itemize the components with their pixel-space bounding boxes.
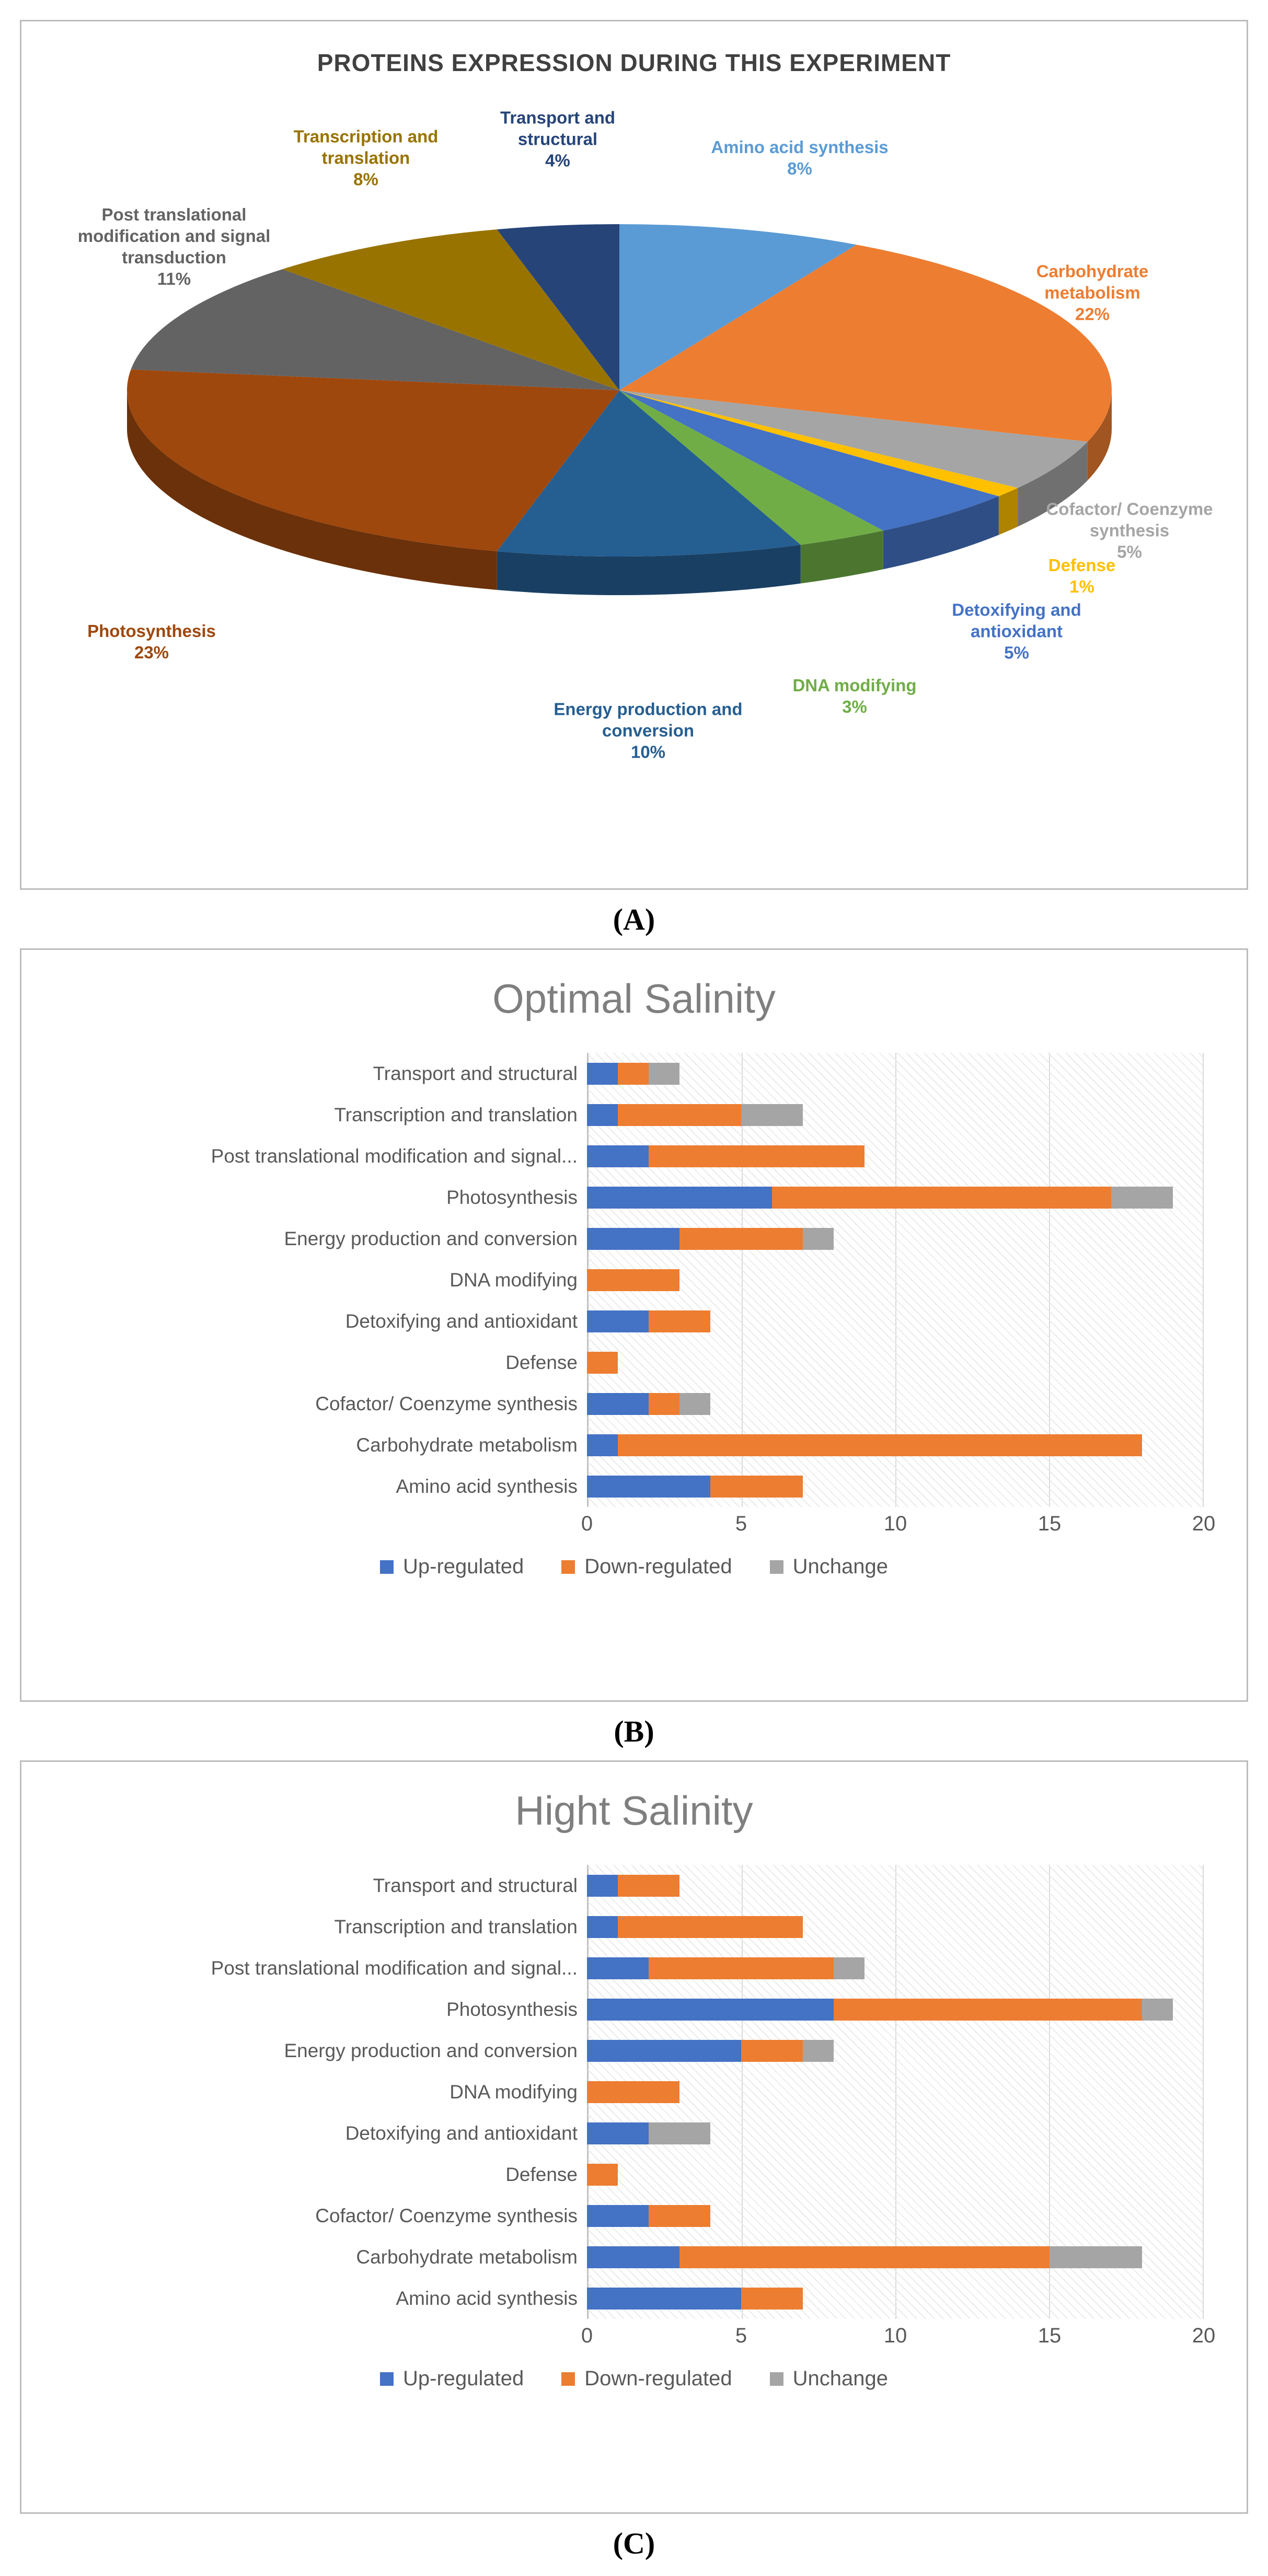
bar-track [587, 1218, 1204, 1259]
bar-segment-down-regulated [741, 2288, 803, 2310]
legend-label: Down-regulated [584, 1555, 732, 1578]
legend-label: Unchange [792, 2367, 888, 2390]
pie-slice-label-pct: 8% [787, 159, 812, 178]
pie-slice-label-pct: 1% [1069, 577, 1094, 596]
bar-row [21, 1383, 1247, 1424]
pie-slice-label-pct: 5% [1117, 542, 1142, 562]
bar-stack [587, 1875, 1204, 1897]
bar-stack [587, 2081, 1204, 2103]
legend-swatch-icon [770, 1560, 783, 1574]
bar-segment-unchange [649, 1063, 679, 1085]
bar-row [21, 1342, 1247, 1383]
bar-segment-down-regulated [649, 1310, 710, 1332]
bar-category-label: Transcription and translation [334, 1104, 578, 1125]
bar-segment-down-regulated [618, 1063, 649, 1085]
bar-segment-down-regulated [618, 1875, 679, 1897]
bar-stack [587, 2246, 1204, 2268]
bar-segment-up-regulated [587, 1957, 649, 1979]
x-axis [581, 2319, 1216, 2353]
bar-segment-down-regulated [741, 2040, 803, 2062]
legend-swatch-icon [561, 2372, 575, 2386]
bar-segment-down-regulated [710, 1476, 803, 1498]
bar-track [587, 2030, 1204, 2071]
pie-slice-label-text: Cofactor/ Coenzyme synthesis [1046, 499, 1213, 540]
bar-stack [587, 1310, 1204, 1332]
bar-row [21, 1218, 1247, 1259]
legend-swatch-icon [380, 1560, 394, 1574]
bar-segment-unchange [803, 2040, 834, 2062]
bar-track [587, 1259, 1204, 1301]
x-axis-tick-label: 20 [1192, 1512, 1216, 1535]
bar-rows [21, 1053, 1247, 1507]
pie-slice-label-pct: 22% [1075, 304, 1110, 324]
bar-segment-up-regulated [587, 1187, 772, 1209]
bar-stack [587, 1476, 1204, 1498]
pie-slice-label [1025, 499, 1234, 563]
bar-row [21, 1989, 1247, 2030]
bar-stack [587, 2288, 1204, 2310]
x-axis-tick-label: 15 [1038, 2324, 1062, 2347]
legend-label: Up-regulated [402, 1555, 524, 1578]
pie-slice-label-pct: 23% [134, 643, 169, 662]
bar-row [21, 2113, 1247, 2154]
bar-track [587, 2278, 1204, 2319]
optimal-salinity-chart [21, 1053, 1247, 1507]
bar-segment-unchange [803, 1228, 834, 1250]
bar-segment-up-regulated [587, 1434, 618, 1456]
bar-stack [587, 2040, 1204, 2062]
bar-row [21, 1906, 1247, 1947]
panel-b [20, 948, 1248, 1702]
bar-row [21, 1259, 1247, 1301]
bar-segment-up-regulated [587, 1310, 649, 1332]
bar-row [21, 2030, 1247, 2071]
bar-segment-unchange [741, 1104, 803, 1126]
legend-label: Down-regulated [584, 2367, 732, 2390]
bar-stack [587, 1916, 1204, 1938]
bar-track [587, 1865, 1204, 1906]
bar-category-label: Carbohydrate metabolism [356, 1434, 578, 1456]
panel-a-label: (A) [613, 902, 655, 936]
x-axis-tick-label: 0 [581, 2324, 593, 2347]
bar-row [21, 1053, 1247, 1094]
bar-track [587, 1424, 1204, 1466]
bar-category-label: Post translational modification and signal... [211, 1957, 578, 1979]
bar-category-label: Energy production and conversion [284, 2039, 578, 2061]
bar-segment-up-regulated [587, 2040, 741, 2062]
legend-item [380, 2367, 524, 2391]
bar-segment-up-regulated [587, 1228, 679, 1250]
bar-segment-down-regulated [649, 2205, 710, 2227]
hight-salinity-chart [21, 1865, 1247, 2319]
pie-slice-label [474, 108, 641, 172]
bar-stack [587, 2164, 1204, 2186]
bar-stack [587, 1145, 1204, 1167]
bar-category-label: Defense [505, 1351, 578, 1373]
bar-row [21, 2154, 1247, 2195]
bar-stack [587, 1434, 1204, 1456]
bar-category-label: Energy production and conversion [284, 1227, 578, 1249]
bar-row [21, 2278, 1247, 2319]
legend-item [770, 2367, 888, 2391]
bar-track [587, 1466, 1204, 1507]
bar-track [587, 1906, 1204, 1947]
pie-slice-label-pct: 5% [1004, 643, 1029, 663]
bar-row [21, 1094, 1247, 1135]
panel-c-label: (C) [613, 2526, 655, 2560]
bar-row [21, 1466, 1247, 1507]
bar-track [587, 2154, 1204, 2195]
pie-slice-label-text: Carbohydrate metabolism [1036, 261, 1149, 303]
pie-slice-label-text: Defense [1048, 555, 1116, 575]
bar-segment-down-regulated [618, 1916, 803, 1938]
bar-segment-unchange [679, 1393, 710, 1415]
panel-a [20, 20, 1248, 890]
legend [21, 1555, 1247, 1579]
pie-chart-title: PROTEINS EXPRESSION DURING THIS EXPERIMENT [317, 49, 951, 76]
bar-segment-unchange [1111, 1187, 1173, 1209]
bar-stack [587, 1957, 1204, 1979]
bar-category-label: Detoxifying and antioxidant [345, 1310, 578, 1332]
bar-row [21, 1865, 1247, 1906]
bar-stack [587, 1063, 1204, 1085]
pie-slice-label [998, 261, 1186, 326]
legend-label: Up-regulated [402, 2367, 524, 2390]
x-axis-tick-label: 10 [883, 2324, 907, 2347]
bar-segment-down-regulated [772, 1187, 1111, 1209]
bar-category-label: Cofactor/ Coenzyme synthesis [315, 2204, 578, 2226]
bar-category-label: Defense [505, 2163, 578, 2185]
bar-stack [587, 2122, 1204, 2144]
legend-item [770, 1555, 888, 1579]
bar-stack [587, 1352, 1204, 1374]
legend-swatch-icon [561, 1560, 575, 1574]
bar-segment-down-regulated [679, 2246, 1050, 2268]
pie-slice-label [923, 600, 1111, 664]
bar-segment-up-regulated [587, 1063, 618, 1085]
bar-category-label: Transport and structural [373, 1062, 578, 1084]
x-axis-tick-label: 20 [1192, 2324, 1216, 2347]
pie-slice-label-pct: 4% [545, 150, 570, 170]
bar-segment-down-regulated [587, 1269, 679, 1291]
bar-track [587, 1301, 1204, 1342]
bar-track [587, 1383, 1204, 1424]
bar-segment-down-regulated [587, 1352, 618, 1374]
hight-salinity-title: Hight Salinity [515, 1788, 753, 1834]
pie-slice-label [51, 204, 297, 290]
pie-slice-label [1019, 555, 1145, 598]
bar-category-label: DNA modifying [449, 1269, 578, 1291]
bar-segment-up-regulated [587, 1145, 649, 1167]
bar-segment-down-regulated [649, 1145, 864, 1167]
legend-swatch-icon [380, 2372, 394, 2386]
bar-category-label: DNA modifying [449, 2081, 578, 2103]
pie-slice-label-text: Transport and structural [500, 108, 616, 149]
pie-slice-label-text: Transcription and translation [293, 126, 439, 168]
pie-slice-label-pct: 8% [353, 169, 378, 189]
bar-category-label: Cofactor/ Coenzyme synthesis [315, 1393, 578, 1414]
x-axis [581, 1507, 1216, 1541]
bar-category-label: Amino acid synthesis [396, 2287, 578, 2309]
bar-segment-unchange [1050, 2246, 1142, 2268]
panel-c [20, 1760, 1248, 2514]
bar-category-label: Detoxifying and antioxidant [345, 2122, 578, 2144]
bar-segment-down-regulated [618, 1434, 1142, 1456]
bar-segment-down-regulated [587, 2081, 679, 2103]
bar-stack [587, 1228, 1204, 1250]
bar-segment-up-regulated [587, 1875, 618, 1897]
x-axis-tick-label: 15 [1038, 1512, 1062, 1535]
bar-rows [21, 1865, 1247, 2319]
bar-segment-up-regulated [587, 1393, 649, 1415]
legend-item [561, 2367, 732, 2391]
bar-segment-down-regulated [679, 1228, 803, 1250]
bar-segment-down-regulated [649, 1393, 679, 1415]
bar-segment-unchange [834, 1957, 864, 1979]
bar-stack [587, 1269, 1204, 1291]
bar-track [587, 1053, 1204, 1094]
pie-slice-label-text: Energy production and conversion [554, 699, 743, 740]
bar-stack [587, 1187, 1204, 1209]
bar-segment-up-regulated [587, 2122, 649, 2144]
bar-track [587, 2071, 1204, 2113]
pie-slice-label-text: Amino acid synthesis [711, 137, 889, 157]
legend-label: Unchange [792, 1555, 888, 1578]
bar-row [21, 2195, 1247, 2236]
bar-category-label: Photosynthesis [446, 1186, 578, 1208]
legend-swatch-icon [770, 2372, 783, 2386]
x-axis-tick-label: 10 [883, 1512, 907, 1535]
pie-slice-label-text: DNA modifying [792, 676, 917, 695]
pie-slice-label-pct: 11% [157, 269, 191, 288]
pie-slice-label [768, 675, 941, 718]
pie-slice-label [523, 699, 774, 763]
legend [21, 2367, 1247, 2391]
bar-segment-up-regulated [587, 2205, 649, 2227]
bar-row [21, 2071, 1247, 2113]
x-axis-tick-label: 5 [735, 1512, 747, 1535]
bar-row [21, 1301, 1247, 1342]
pie-labels [21, 21, 1247, 888]
bar-stack [587, 1104, 1204, 1126]
bar-row [21, 2236, 1247, 2278]
bar-segment-up-regulated [587, 1476, 710, 1498]
bar-track [587, 1989, 1204, 2030]
bar-segment-unchange [1142, 1999, 1173, 2021]
bar-category-label: Amino acid synthesis [396, 1475, 578, 1497]
bar-row [21, 1947, 1247, 1989]
bar-track [587, 1135, 1204, 1177]
bar-row [21, 1424, 1247, 1466]
bar-track [587, 1094, 1204, 1135]
bar-track [587, 2113, 1204, 2154]
optimal-salinity-title: Optimal Salinity [492, 976, 776, 1022]
bar-segment-up-regulated [587, 1999, 834, 2021]
pie-slice-label-text: Detoxifying and antioxidant [952, 600, 1081, 641]
bar-stack [587, 1393, 1204, 1415]
pie-slice-label-pct: 10% [630, 742, 666, 762]
bar-track [587, 2195, 1204, 2236]
pie-slice-label [274, 126, 457, 191]
legend-item [561, 1555, 732, 1579]
bar-segment-down-regulated [587, 2164, 618, 2186]
pie-slice-label [65, 621, 238, 664]
bar-track [587, 2236, 1204, 2278]
bar-track [587, 1177, 1204, 1218]
pie-slice-label-pct: 3% [842, 697, 867, 716]
bar-category-label: Transcription and translation [334, 1916, 578, 1937]
bar-stack [587, 1999, 1204, 2021]
x-axis-tick-label: 5 [735, 2324, 747, 2347]
bar-stack [587, 2205, 1204, 2227]
bar-category-label: Carbohydrate metabolism [356, 2246, 578, 2268]
x-axis-tick-label: 0 [581, 1512, 593, 1535]
bar-segment-up-regulated [587, 1104, 618, 1126]
bar-segment-up-regulated [587, 1916, 618, 1938]
bar-track [587, 1947, 1204, 1989]
bar-category-label: Post translational modification and signal... [211, 1145, 578, 1167]
bar-segment-unchange [649, 2122, 710, 2144]
bar-segment-up-regulated [587, 2288, 741, 2310]
legend-item [380, 1555, 524, 1579]
bar-row [21, 1177, 1247, 1218]
bar-segment-up-regulated [587, 2246, 679, 2268]
pie-slice-label-text: Post translational modification and signal transduction [77, 205, 271, 267]
bar-segment-down-regulated [618, 1104, 741, 1126]
bar-segment-down-regulated [649, 1957, 834, 1979]
pie-slice-label-text: Photosynthesis [87, 621, 216, 641]
bar-category-label: Photosynthesis [446, 1998, 578, 2020]
bar-segment-down-regulated [834, 1999, 1142, 2021]
bar-track [587, 1342, 1204, 1383]
bar-row [21, 1135, 1247, 1177]
pie-slice-label [690, 137, 909, 180]
panel-b-label: (B) [614, 1714, 654, 1748]
bar-category-label: Transport and structural [373, 1874, 578, 1896]
